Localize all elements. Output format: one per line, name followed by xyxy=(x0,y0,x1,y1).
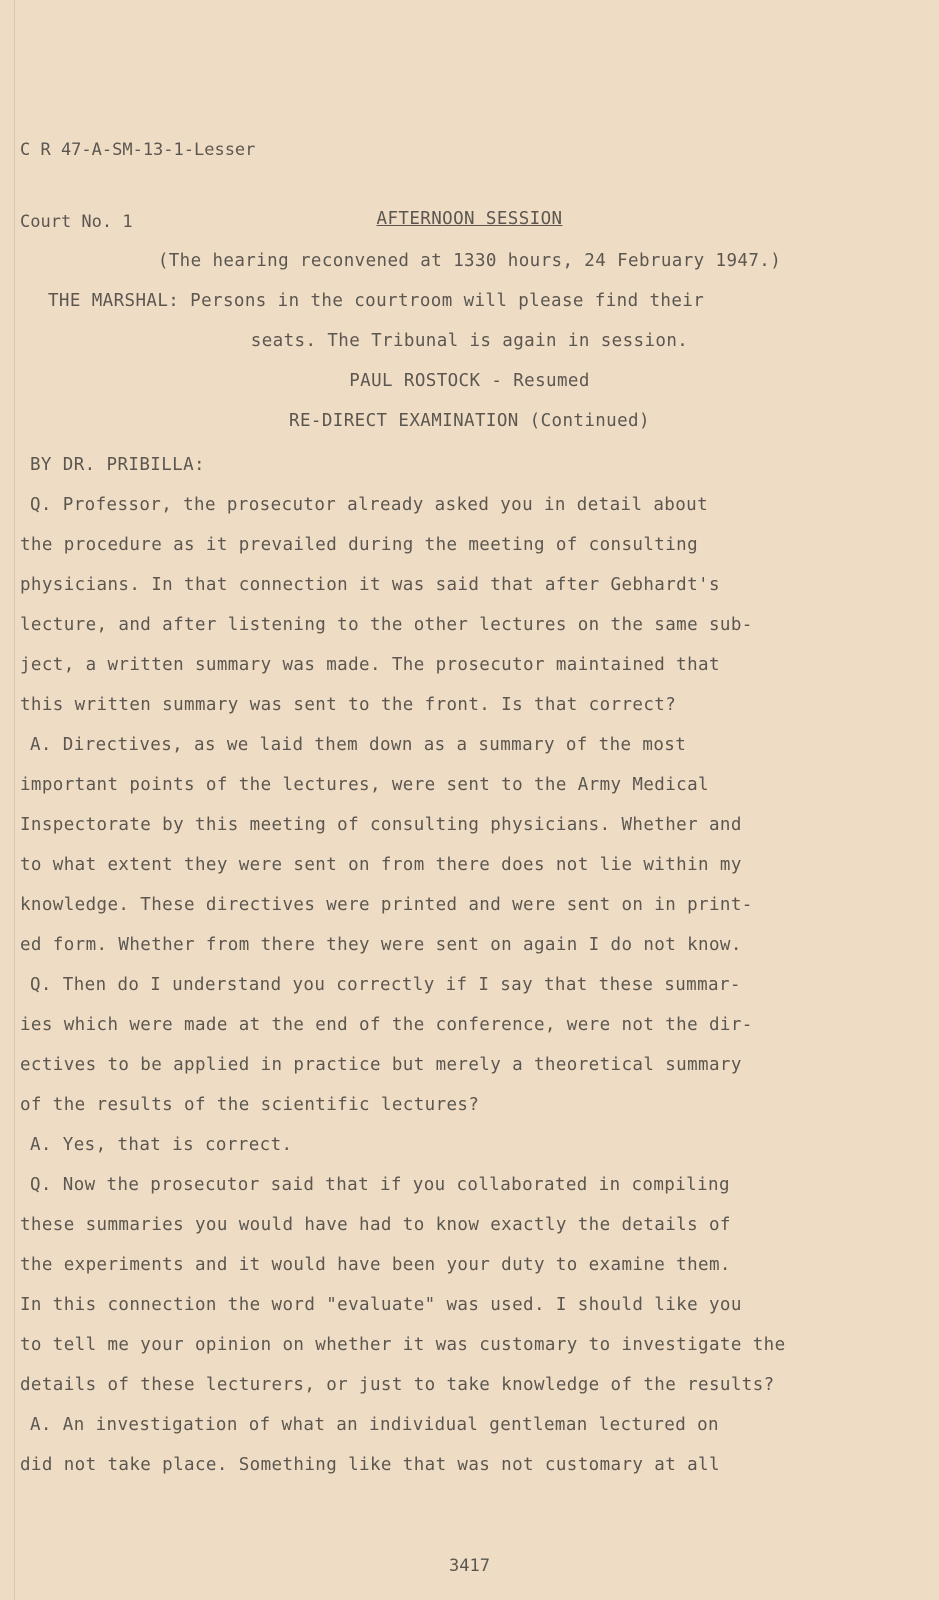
transcript-line: the procedure as it prevailed during the meeting of consulting xyxy=(20,535,699,555)
page-number: 3417 xyxy=(449,1556,490,1576)
case-reference: C R 47-A-SM-13-1-Lesser xyxy=(20,140,256,160)
examination-heading: RE-DIRECT EXAMINATION (Continued) xyxy=(289,411,650,431)
transcript-line: ies which were made at the end of the conference, were not the dir- xyxy=(20,1015,753,1035)
session-title: AFTERNOON SESSION xyxy=(376,209,563,229)
marshal-statement: THE MARSHAL: Persons in the courtroom will please find their xyxy=(48,291,705,311)
transcript-line: A. Directives, as we laid them down as a summary of the most xyxy=(30,735,687,755)
transcript-line: ectives to be applied in practice but merely a theoretical summary xyxy=(20,1055,742,1075)
witness-name: PAUL ROSTOCK - Resumed xyxy=(349,371,590,391)
page-fold-line xyxy=(14,0,15,1600)
transcript-line: of the results of the scientific lectures? xyxy=(20,1095,480,1115)
transcript-line: lecture, and after listening to the other lectures on the same sub- xyxy=(20,615,753,635)
transcript-line: did not take place. Something like that was not customary at all xyxy=(20,1455,720,1475)
transcript-line: Q. Professor, the prosecutor already asked you in detail about xyxy=(30,495,709,515)
transcript-line: A. Yes, that is correct. xyxy=(30,1135,293,1155)
transcript-line: these summaries you would have had to know exactly the details of xyxy=(20,1215,731,1235)
transcript-line: physicians. In that connection it was said that after Gebhardt's xyxy=(20,575,720,595)
session-note: (The hearing reconvened at 1330 hours, 24 February 1947.) xyxy=(157,251,782,271)
transcript-line: Q. Now the prosecutor said that if you collaborated in compiling xyxy=(30,1175,730,1195)
transcript-line: the experiments and it would have been your duty to examine them. xyxy=(20,1255,731,1275)
marshal-statement-continued: seats. The Tribunal is again in session. xyxy=(250,331,689,351)
transcript-line: ject, a written summary was made. The prosecutor maintained that xyxy=(20,655,720,675)
transcript-line: Inspectorate by this meeting of consulting physicians. Whether and xyxy=(20,815,742,835)
transcript-line: In this connection the word "evaluate" was used. I should like you xyxy=(20,1295,742,1315)
examiner-name: BY DR. PRIBILLA: xyxy=(30,455,205,475)
transcript-line: details of these lecturers, or just to take knowledge of the results? xyxy=(20,1375,775,1395)
transcript-line: to what extent they were sent on from there does not lie within my xyxy=(20,855,742,875)
transcript-line: important points of the lectures, were sent to the Army Medical xyxy=(20,775,709,795)
transcript-line: A. An investigation of what an individual gentleman lectured on xyxy=(30,1415,719,1435)
transcript-line: to tell me your opinion on whether it was customary to investigate the xyxy=(20,1335,786,1355)
transcript-line: Q. Then do I understand you correctly if I say that these summar- xyxy=(30,975,741,995)
transcript-line: knowledge. These directives were printed and were sent on in print- xyxy=(20,895,753,915)
transcript-line: ed form. Whether from there they were sent on again I do not know. xyxy=(20,935,742,955)
court-number: Court No. 1 xyxy=(20,212,133,232)
transcript-line: this written summary was sent to the front. Is that correct? xyxy=(20,695,677,715)
